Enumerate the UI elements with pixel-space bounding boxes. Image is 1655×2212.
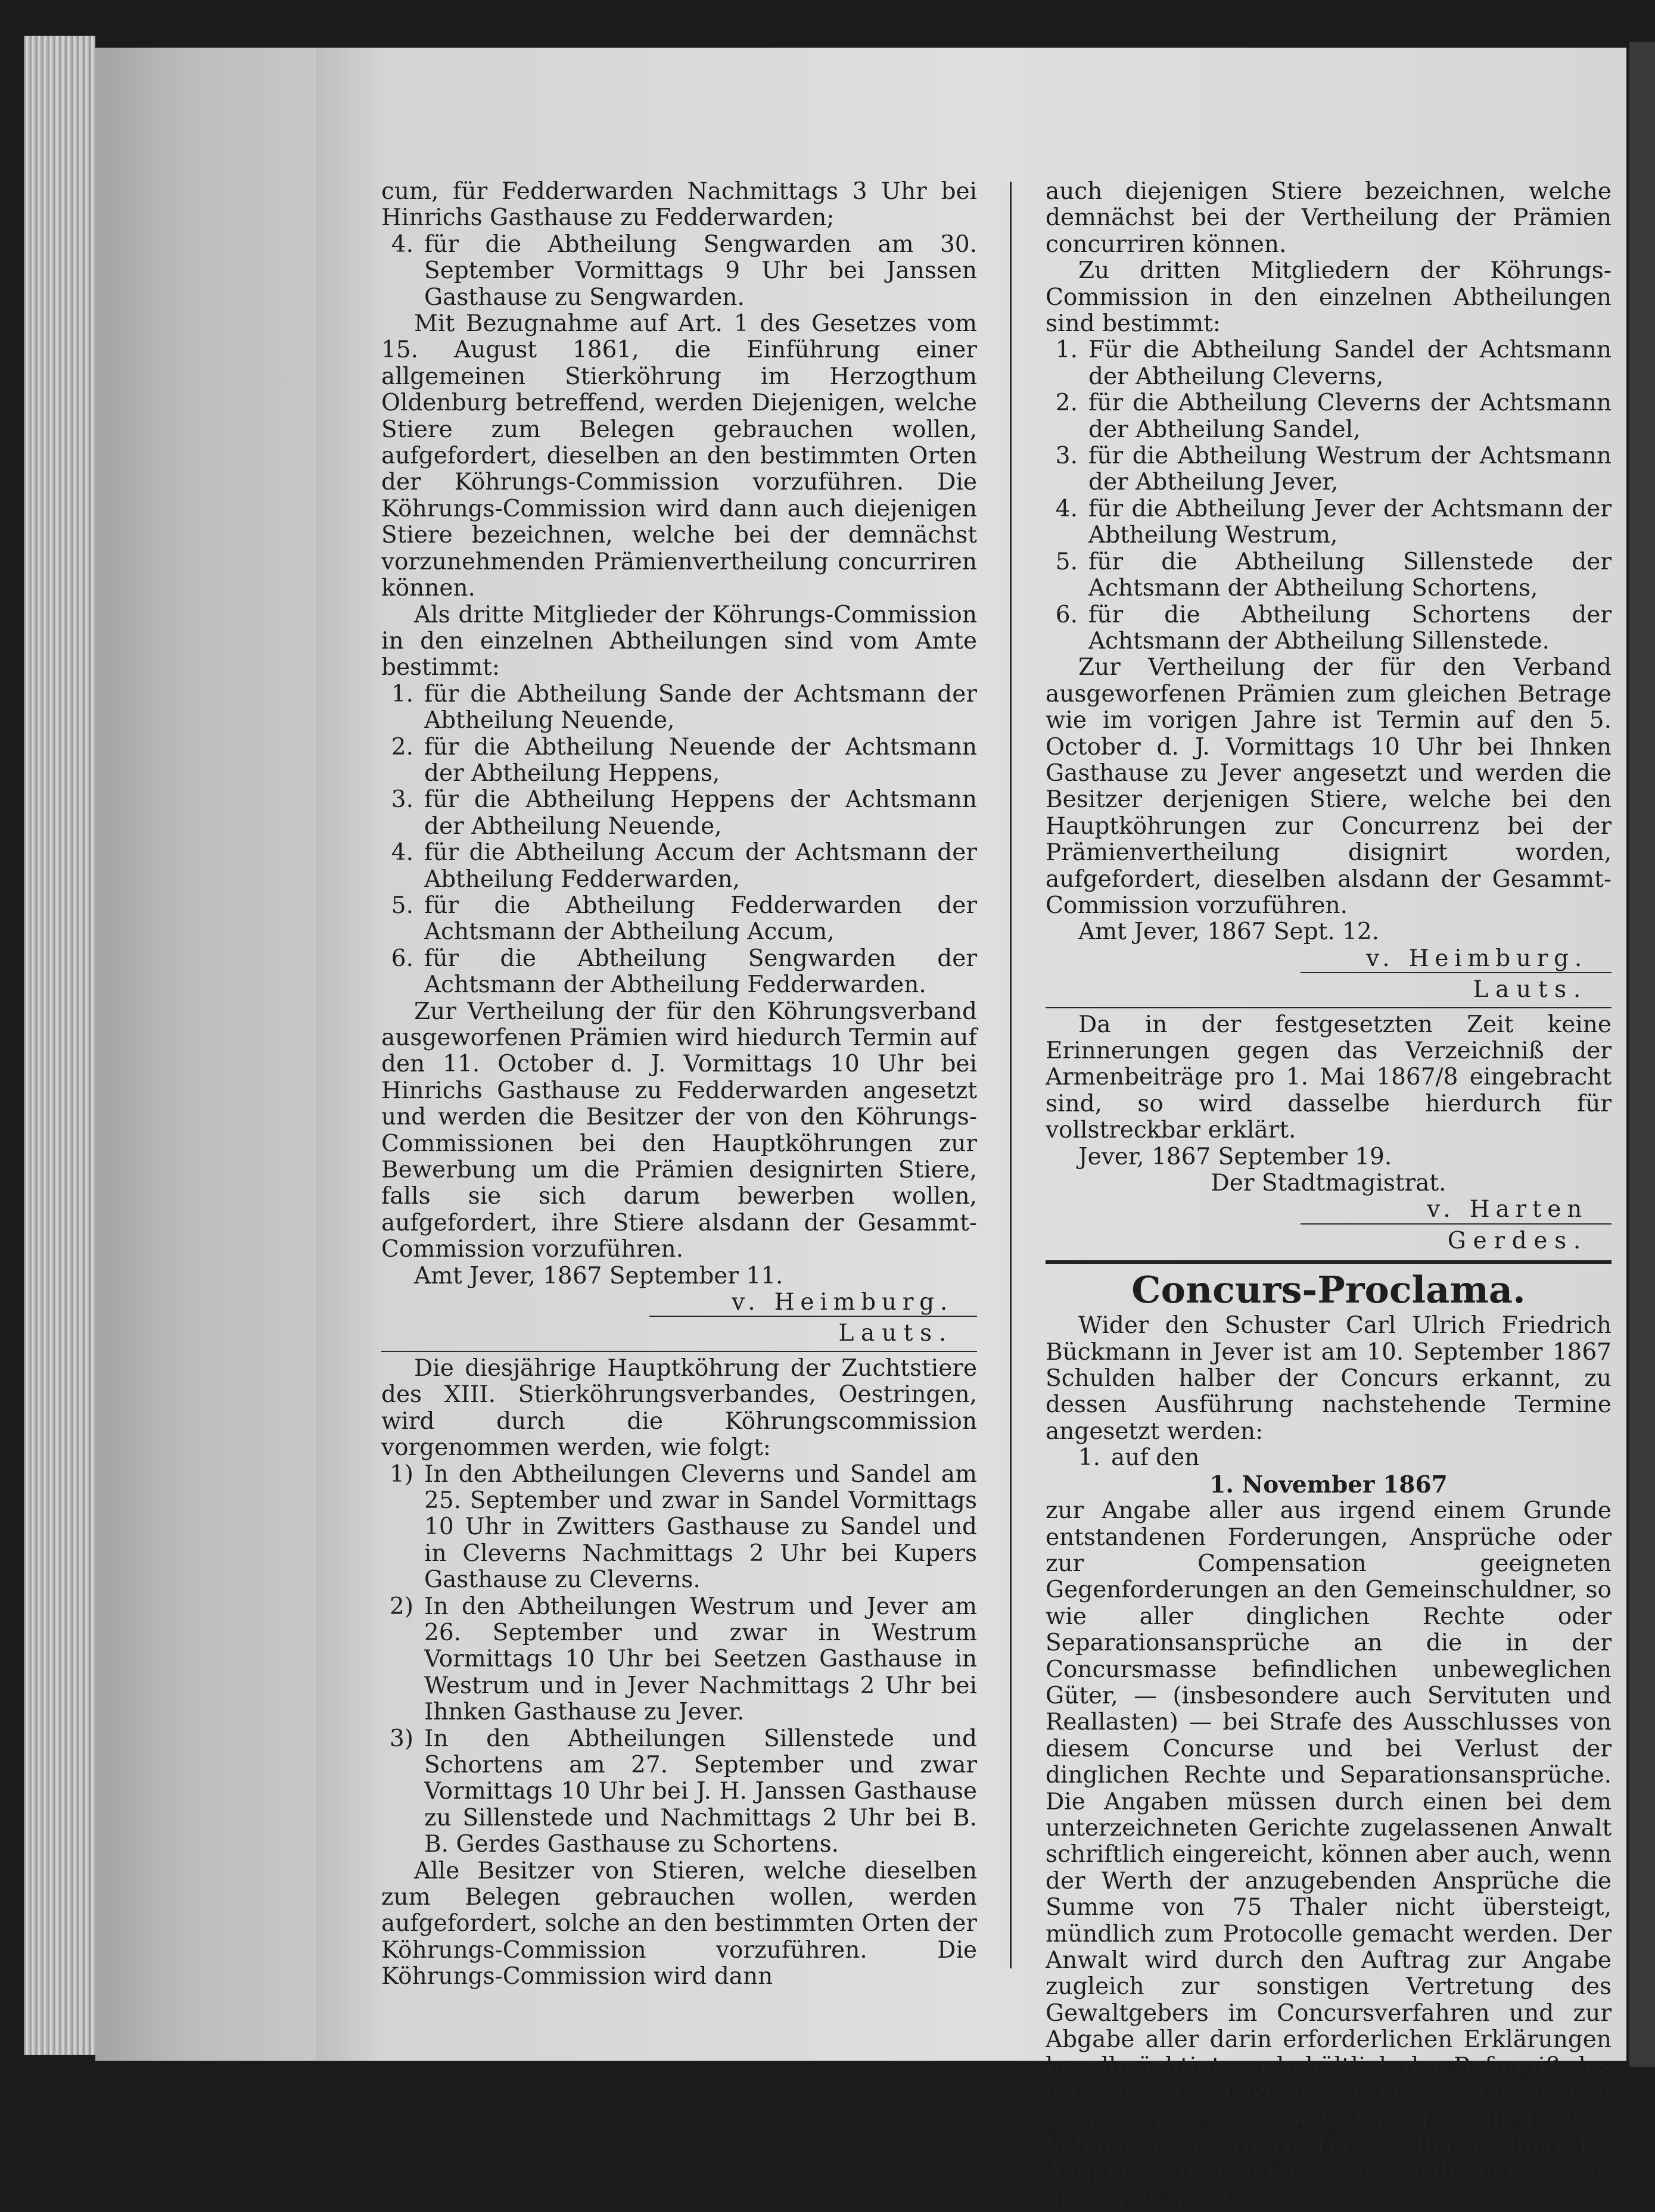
signature: Gerdes. bbox=[1447, 1227, 1588, 1254]
list-item-text: für die Abtheilung Fedderwarden der Achtsmann der Abtheilung Accum, bbox=[424, 892, 977, 946]
book-gutter bbox=[95, 48, 322, 2061]
list-item-number: 3. bbox=[1055, 443, 1078, 470]
signature: v. Heimburg. bbox=[1366, 945, 1588, 972]
list-item-number: 2. bbox=[391, 733, 413, 761]
list-item bbox=[381, 1726, 977, 1858]
paragraph: auch diejenigen Stiere bezeichnen, welche demnächst bei der Vertheilung der Prämien concurriren können. bbox=[1046, 178, 1612, 258]
list-item-text: für die Abtheilung Heppens der Achtsmann der Abtheilung Neuende, bbox=[424, 786, 977, 840]
separator-rule bbox=[1301, 972, 1612, 973]
list-item-text: für die Abtheilung Sande der Achtsmann der Abtheilung Neuende, bbox=[424, 680, 977, 734]
list-item-text: für die Abtheilung Neuende der Achtsmann der Abtheilung Heppens, bbox=[424, 733, 977, 787]
paragraph: Mit Bezugnahme auf Art. 1 des Gesetzes vom 15. August 1861, die Einführung einer allgemeinen Stierköhrung im Herzogthum Oldenburg betreffend, werden Diejenigen, welche Stiere zum Belegen gebrauchen wollen, aufgefordert, dieselben an den bestimmten Orten der Köhrungs-Commission vorzuführen. Die Köhrungs-Commission wird dann auch diejenigen Stiere bezeichnen, welche bei der demnächst vorzunehmenden Prämienvertheilung concurriren können. bbox=[381, 310, 977, 602]
list-item bbox=[381, 734, 977, 787]
paragraph: Wider den Schuster Carl Ulrich Friedrich Bückmann in Jever ist am 10. September 1867 Schulden halber der Concurs erkannt, zu dessen Ausführung nachstehende Termine angesetzt werden: bbox=[1046, 1312, 1612, 1445]
signature: Lauts. bbox=[838, 1320, 953, 1347]
paragraph: cum, für Fedderwarden Nachmittags 3 Uhr bei Hinrichs Gasthause zu Fedderwarden; bbox=[381, 178, 977, 232]
list-item bbox=[381, 681, 977, 734]
list-item bbox=[381, 787, 977, 840]
signature: v. Heimburg. bbox=[732, 1289, 953, 1316]
page-shadow-right bbox=[1629, 42, 1655, 2067]
list-item bbox=[381, 946, 977, 999]
list-item-text: In den Abtheilungen Sillenstede und Schortens am 27. September und zwar Vormittags 10 Uhr bei J. H. Janssen Gasthause zu Sillenstede und Nachmittags 2 Uhr bei B. B. Gerdes Gasthause zu Schortens. bbox=[424, 1725, 977, 1858]
list-item-text: für die Abtheilung Accum der Achtsmann der Abtheilung Fedderwarden, bbox=[424, 839, 977, 893]
list-item-text: auf den bbox=[1111, 1444, 1200, 1472]
list-item-number: 6. bbox=[391, 945, 413, 972]
signature: v. Harten bbox=[1427, 1196, 1588, 1223]
list-item-number: 6. bbox=[1055, 601, 1078, 628]
paragraph: Als dritte Mitglieder der Köhrungs-Commission in den einzelnen Abtheilungen sind vom Amte bestimmt: bbox=[381, 601, 977, 681]
column-divider bbox=[1010, 182, 1012, 1968]
paragraph: Zur Vertheilung der für den Köhrungsverband ausgeworfenen Prämien wird hiedurch Termin auf den 11. October d. J. Vormittags 10 Uhr bei Hinrichs Gasthause zu Fedderwarden angesetzt und werden die Besitzer der von den Köhrungs-Commissionen bei den Hauptköhrungen zur Bewerbung um die Prämien designirten Stiere, falls sie sich darum bewerben wollen, aufgefordert, ihre Stiere alsdann der Gesammt-Commission vorzuführen. bbox=[381, 998, 977, 1263]
list-item bbox=[1046, 1445, 1612, 1471]
list-item-text: für die Abtheilung Cleverns der Achtsmann der Abtheilung Sandel, bbox=[1088, 390, 1612, 443]
separator-rule bbox=[381, 1351, 977, 1352]
paragraph: Die diesjährige Hauptköhrung der Zuchtstiere des XIII. Stierköhrungsverbandes, Oestringen, wird durch die Köhrungscommission vorgenommen werden, wie folgt: bbox=[381, 1354, 977, 1462]
list-item-text: In den Abtheilungen Cleverns und Sandel am 25. September und zwar in Sandel Vormittags 10 Uhr in Zwitters Gasthause zu Sandel und in Cleverns Nachmittags 2 Uhr bei Kupers Gasthause zu Cleverns. bbox=[424, 1460, 977, 1594]
dateline: Amt Jever, 1867 September 11. bbox=[414, 1262, 783, 1289]
separator-rule bbox=[1046, 1007, 1612, 1008]
list-item-number: 5. bbox=[391, 892, 413, 919]
section-heading: Concurs-Proclama. bbox=[1131, 1268, 1526, 1312]
date-heading: 1. November 1867 bbox=[1209, 1470, 1448, 1498]
list-item bbox=[1046, 337, 1612, 390]
list-item bbox=[1046, 443, 1612, 496]
paragraph: zur Angabe aller aus irgend einem Grunde entstandenen Forderungen, Ansprüche oder zur Compensation geeigneten Gegenforderungen an den Gemeinschuldner, so wie aller dinglichen Rechte oder Separationsansprüche an die in der Concursmasse befindlichen unbeweglichen Güter, — (insbesondere auch Servituten und Reallasten) — bei Strafe des Ausschlusses von diesem Concurse und bei Verlust der dinglichen Rechte und Separationsansprüche. Die Angaben müssen durch einen bei dem unterzeichneten Gerichte zugelassenen Anwalt schriftlich eingereicht, können aber auch, wenn der Werth der anzugebenden Ansprüche die Summe von 75 Thaler nicht übersteigt, mündlich zum Protocolle gemacht werden. Der Anwalt wird durch den Auftrag zur Angabe zugleich zur sonstigen Vertretung des Gewaltgebers im Concursverfahren und zur Abgabe aller darin erforderlichen Erklärungen bevollmächtigt, vorbehältlich der Befugniß des Gerichts, in einzelnen Fällen, nach seinem Ermessen, die Beibringung schriftlicher Vollmacht zu fordern. Die zur Begründung der Angabe dienenden Beweisthümer sind derselben, bei Vermei- bbox=[1046, 1497, 1612, 2212]
list-item bbox=[381, 1462, 977, 1594]
paragraph: Zu dritten Mitgliedern der Köhrungs-Commission in den einzelnen Abtheilungen sind bestimmt: bbox=[1046, 257, 1612, 338]
list-item-number: 2) bbox=[389, 1593, 413, 1620]
list-item-text: In den Abtheilungen Westrum und Jever am 26. September und zwar in Westrum Vormittags 10 Uhr bei Seetzen Gasthause in Westrum und in Jever Nachmittags 2 Uhr bei Ihnken Gasthause zu Jever. bbox=[424, 1593, 977, 1726]
list-item-number: 3. bbox=[391, 786, 413, 814]
list-item-number: 1) bbox=[389, 1460, 413, 1488]
left-column bbox=[381, 179, 977, 1990]
list-item-text: für die Abtheilung Sillenstede der Achtsmann der Abtheilung Schortens, bbox=[1088, 548, 1612, 602]
list-item-text: für die Abtheilung Sengwarden am 30. September Vormittags 9 Uhr bei Janssen Gasthause zu Sengwarden. bbox=[424, 230, 977, 311]
list-item-number: 1. bbox=[1055, 337, 1078, 364]
paragraph: Da in der festgesetzten Zeit keine Erinnerungen gegen das Verzeichniß der Armenbeiträge pro 1. Mai 1867/8 eingebracht sind, so wird dasselbe hierdurch für vollstreckbar erklärt. bbox=[1046, 1011, 1612, 1144]
list-item-number: 4. bbox=[391, 839, 413, 867]
signature: Lauts. bbox=[1473, 976, 1588, 1004]
separator-rule bbox=[1046, 1260, 1612, 1264]
list-item bbox=[1046, 496, 1612, 549]
list-item-text: für die Abtheilung Westrum der Achtsmann der Abtheilung Jever, bbox=[1088, 443, 1612, 496]
list-item-text: für die Abtheilung Schortens der Achtsmann der Abtheilung Sillenstede. bbox=[1088, 601, 1612, 655]
list-item bbox=[1046, 390, 1612, 443]
list-item bbox=[1046, 602, 1612, 655]
separator-rule bbox=[649, 1316, 977, 1317]
list-item-number: 2. bbox=[1055, 390, 1078, 417]
list-item-number: 3) bbox=[389, 1725, 413, 1752]
list-item-text: Für die Abtheilung Sandel der Achtsmann der Abtheilung Cleverns, bbox=[1088, 337, 1612, 390]
list-item-number: 1. bbox=[391, 680, 413, 708]
paragraph: Alle Besitzer von Stieren, welche dieselben zum Belegen gebrauchen wollen, werden aufgefordert, solche an den bestimmten Orten der Köhrungs-Commission vorzuführen. Die Köhrungs-Commission wird dann bbox=[381, 1857, 977, 1990]
book-page-edges bbox=[24, 36, 95, 2055]
list-item-text: für die Abtheilung Jever der Achtsmann der Abtheilung Westrum, bbox=[1088, 495, 1612, 549]
dateline: Jever, 1867 September 19. bbox=[1078, 1143, 1392, 1170]
list-item-text: für die Abtheilung Sengwarden der Achtsmann der Abtheilung Fedderwarden. bbox=[424, 945, 977, 999]
list-item bbox=[381, 893, 977, 946]
list-item bbox=[381, 840, 977, 893]
dateline: Amt Jever, 1867 Sept. 12. bbox=[1078, 918, 1380, 946]
right-column bbox=[1046, 179, 1612, 2212]
list-item bbox=[1046, 549, 1612, 602]
centered-line: Der Stadtmagistrat. bbox=[1211, 1170, 1446, 1197]
list-item-number: 5. bbox=[1055, 548, 1078, 575]
list-item bbox=[381, 1594, 977, 1726]
list-item-number: 4. bbox=[1055, 495, 1078, 522]
list-item-number: 1. bbox=[1078, 1444, 1100, 1472]
list-item-number: 4. bbox=[391, 230, 413, 258]
list-item bbox=[381, 232, 977, 311]
separator-rule bbox=[1301, 1223, 1612, 1225]
paragraph: Zur Vertheilung der für den Verband ausgeworfenen Prämien zum gleichen Betrage wie im vorigen Jahre ist Termin auf den 5. October d. J. Vormittags 10 Uhr bei Ihnken Gasthause zu Jever angesetzt und werden die Besitzer derjenigen Stiere, welche bei den Hauptköhrungen zur Concurrenz bei der Prämienvertheilung disignirt worden, aufgefordert, dieselben alsdann der Gesammt-Commission vorzuführen. bbox=[1046, 654, 1612, 919]
